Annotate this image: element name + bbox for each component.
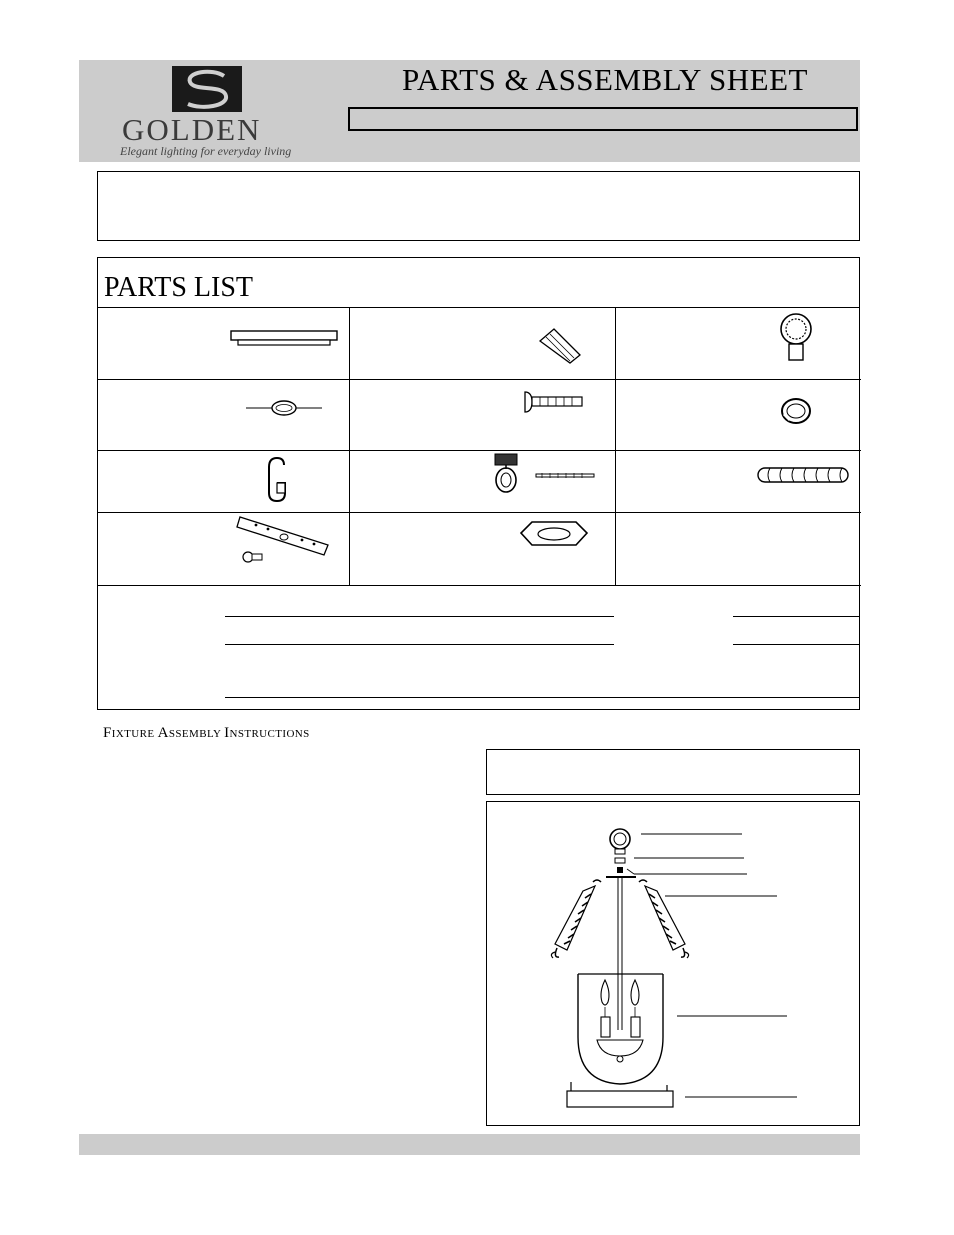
instructions-title-initial: A bbox=[157, 725, 169, 741]
part-cell bbox=[616, 380, 861, 451]
fill-line bbox=[225, 644, 614, 645]
s-hook-icon bbox=[264, 455, 294, 505]
part-cell bbox=[98, 307, 350, 380]
crossbar-icon bbox=[234, 513, 334, 575]
fixture-exploded-diagram-icon bbox=[487, 802, 859, 1125]
logo-mark-icon bbox=[172, 66, 242, 112]
logo-wordmark: GOLDEN bbox=[122, 112, 262, 147]
instructions-title-part: IXTURE bbox=[111, 728, 158, 740]
chain-link-icon bbox=[244, 396, 324, 420]
assembly-diagram-box bbox=[486, 801, 860, 1126]
part-cell bbox=[350, 380, 616, 451]
hex-nut-icon bbox=[518, 519, 590, 549]
parts-list-title: PARTS LIST bbox=[104, 272, 253, 303]
part-cell bbox=[616, 451, 861, 513]
part-cell bbox=[98, 451, 350, 513]
part-cell bbox=[98, 380, 350, 451]
fill-line bbox=[225, 616, 614, 617]
wire-nut-icon bbox=[536, 325, 586, 367]
parts-list-header bbox=[97, 257, 860, 308]
golden-logo bbox=[110, 64, 310, 160]
loop-icon bbox=[778, 309, 814, 365]
part-cell bbox=[98, 513, 350, 586]
description-box bbox=[97, 171, 860, 241]
chain-cover-icon bbox=[756, 463, 852, 487]
screw-icon bbox=[522, 390, 586, 414]
instructions-title-initial: F bbox=[103, 725, 112, 741]
fill-line bbox=[733, 616, 860, 617]
swivel-coupling-icon bbox=[492, 451, 596, 497]
page-title: PARTS & ASSEMBLY SHEET bbox=[402, 62, 808, 97]
instructions-title bbox=[103, 725, 310, 742]
instructions-title-initial: I bbox=[224, 725, 230, 741]
parts-grid bbox=[97, 307, 860, 710]
part-cell bbox=[616, 307, 861, 380]
instructions-title-part: NSTRUCTIONS bbox=[229, 728, 310, 740]
canopy-icon bbox=[230, 329, 342, 353]
part-cell bbox=[350, 307, 616, 380]
model-number-box bbox=[348, 107, 858, 131]
part-cell bbox=[616, 513, 861, 586]
part-cell bbox=[350, 451, 616, 513]
fill-line bbox=[225, 697, 860, 698]
logo-tagline: Elegant lighting for everyday living bbox=[120, 144, 292, 158]
footer-band bbox=[79, 1134, 860, 1155]
instructions-title-part: SSEMBLY bbox=[168, 728, 225, 740]
note-box bbox=[486, 749, 860, 795]
part-cell bbox=[350, 513, 616, 586]
fill-line bbox=[733, 644, 860, 645]
lock-washer-icon bbox=[778, 394, 814, 428]
